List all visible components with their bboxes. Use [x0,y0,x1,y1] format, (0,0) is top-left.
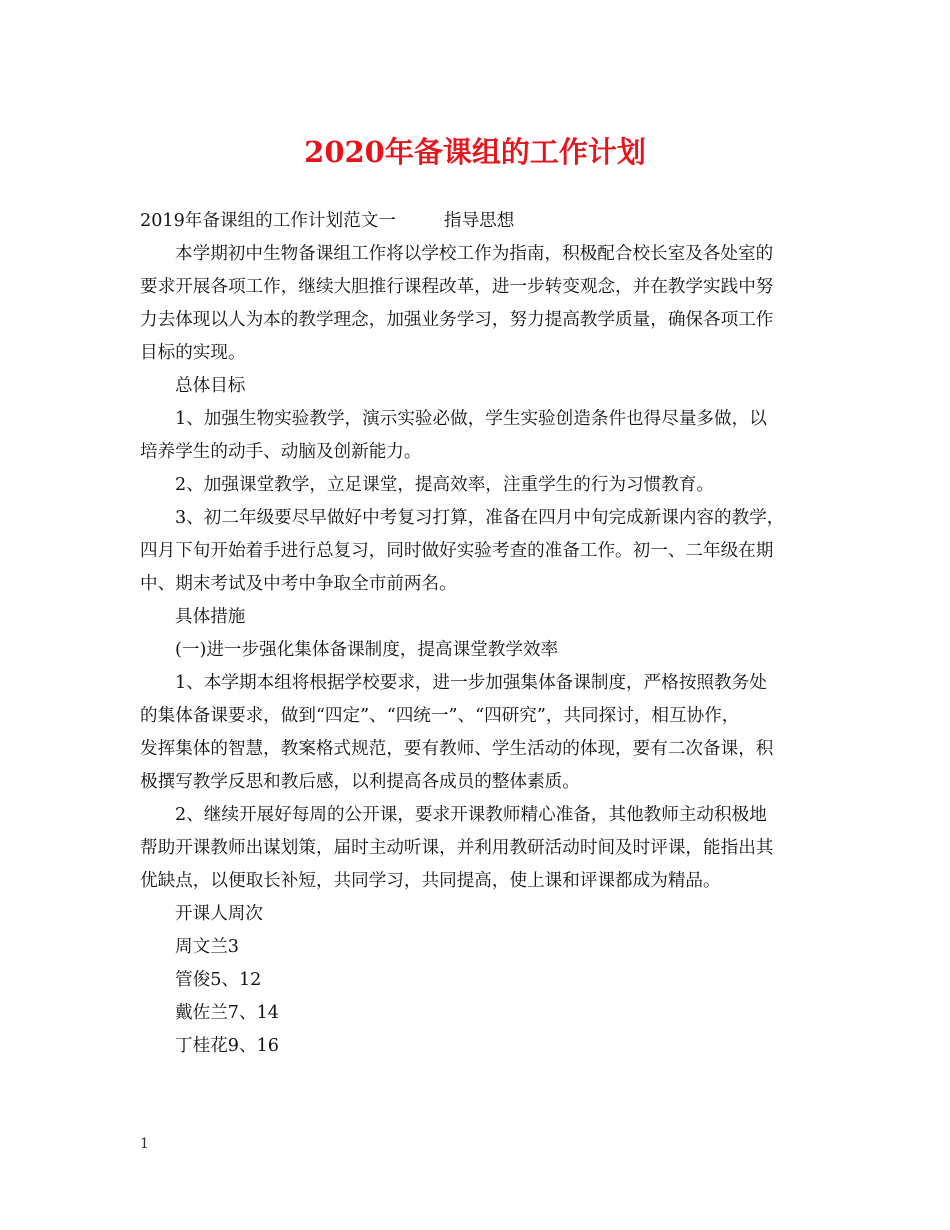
body-line: 1、本学期本组将根据学校要求，进一步加强集体备课制度，严格按照教务处 [175,673,767,693]
section-heading: 具体措施 [175,607,246,627]
schedule-row: 周文兰3 [175,937,239,957]
page-number: 1 [140,1136,149,1152]
body-line: 目标的实现。 [140,343,246,363]
body-line: 培养学生的动手、动脑及创新能力。 [140,442,422,462]
body-line: 2、继续开展好每周的公开课，要求开课教师精心准备，其他教师主动积极地 [175,805,767,825]
schedule-row: 丁桂花9、16 [175,1036,279,1056]
body-line: 极撰写教学反思和教后感，以利提高各成员的整体素质。 [140,772,580,792]
body-line: 优缺点，以便取长补短，共同学习，共同提高，使上课和评课都成为精品。 [140,871,721,891]
body-line: 四月下旬开始着手进行总复习，同时做好实验考查的准备工作。初一、二年级在期 [140,541,774,561]
schedule-header: 开课人周次 [175,904,263,924]
subtitle-heading: 指导思想 [443,211,515,231]
body-line: 中、期末考试及中考中争取全市前两名。 [140,574,457,594]
body-line: 2、加强课堂教学，立足课堂，提高效率，注重学生的行为习惯教育。 [175,475,715,495]
body-line: 帮助开课教师出谋划策，届时主动听课，并利用教研活动时间及时评课，能指出其 [140,838,774,858]
schedule-row: 戴佐兰7、14 [175,1003,279,1023]
body-line: 要求开展各项工作，继续大胆推行课程改革，进一步转变观念，并在教学实践中努 [140,277,774,297]
schedule-row: 管俊5、12 [175,970,262,990]
body-line: 3、初二年级要尽早做好中考复习打算，准备在四月中旬完成新课内容的教学， [175,508,785,528]
document-body [140,205,820,1063]
body-line: 的集体备课要求，做到“四定”、“四统一”、“四研究”，共同探讨，相互协作， [140,706,740,726]
section-heading: 总体目标 [175,376,246,396]
subtitle-line [140,205,820,238]
body-line: 发挥集体的智慧，教案格式规范，要有教师、学生活动的体现，要有二次备课，积 [140,739,774,759]
body-line: 1、加强生物实验教学，演示实验必做，学生实验创造条件也得尽量多做，以 [175,409,767,429]
body-line: 本学期初中生物备课组工作将以学校工作为指南，积极配合校长室及各处室的 [175,244,774,264]
page-title: 2020年备课组的工作计划 [304,135,646,169]
body-line: 力去体现以人为本的教学理念，加强业务学习，努力提高教学质量，确保各项工作 [140,310,774,330]
subtitle-text: 2019年备课组的工作计划范文一 [140,211,396,231]
section-heading: (一)进一步强化集体备课制度，提高课堂教学效率 [175,640,559,660]
